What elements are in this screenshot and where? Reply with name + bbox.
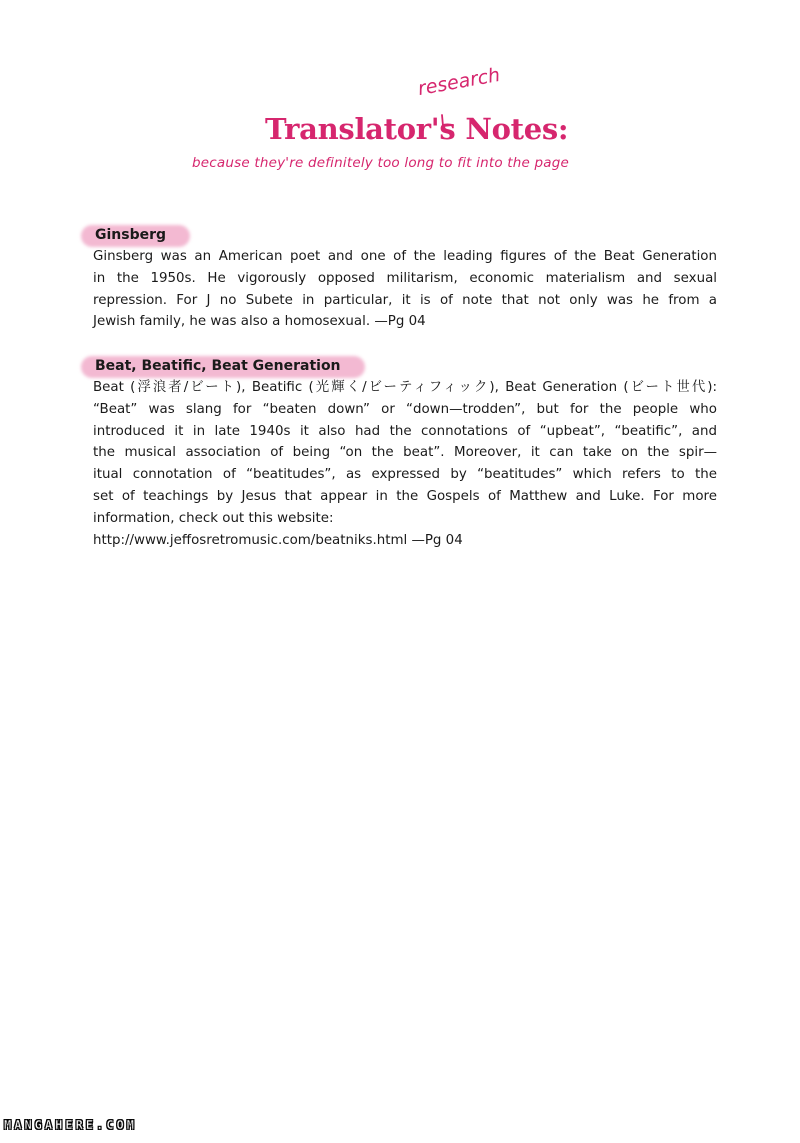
note-beat (93, 355, 717, 551)
website-link: http://www.jeffosretromusic.com/beatniks.html —Pg 04 (93, 532, 463, 548)
note-heading: Ginsberg (93, 226, 182, 244)
inserted-word: research (416, 63, 502, 100)
note-body (93, 246, 717, 333)
note-body (93, 377, 717, 551)
note-line: information, check out this website: (93, 510, 334, 526)
watermark: MANGAHERE.COM (4, 1118, 137, 1132)
note-line: Ginsberg was an American poet and one of the leading figures of the Beat Generation (93, 249, 717, 264)
note-line: Beat (浮浪者/ビート), Beatific (光輝く/ビーティフィック), Beat Generation (ビート世代): (93, 380, 717, 395)
note-heading: Beat, Beatific, Beat Generation (93, 357, 357, 375)
note-line: in the 1950s. He vigorously opposed militarism, economic materialism and sexual (93, 270, 717, 286)
note-line: Jewish family, he was also a homosexual. —Pg 04 (93, 314, 426, 330)
note-line: the musical association of being “on the beat”. Moreover, it can take on the spir— (93, 445, 717, 461)
note-line: repression. For J no Subete in particular, it is of note that not only was he from a (93, 292, 717, 308)
title-block (0, 63, 800, 190)
page-title (265, 112, 568, 146)
note-line: “Beat” was slang for “beaten down” or “down—trodden”, but for the people who (93, 401, 717, 417)
title-part-translators: Translator's (265, 112, 456, 146)
note-line: introduced it in late 1940s it also had the connotations of “upbeat”, “beatific”, and (93, 423, 717, 439)
note-line: itual connotation of “beatitudes”, as expressed by “beatitudes” which refers to the (93, 467, 717, 483)
page-subtitle: because they're definitely too long to fit into the page (192, 155, 570, 171)
note-line: set of teachings by Jesus that appear in the Gospels of Matthew and Luke. For more (93, 488, 717, 504)
note-ginsberg (93, 224, 717, 333)
title-part-notes: Notes: (465, 112, 569, 146)
